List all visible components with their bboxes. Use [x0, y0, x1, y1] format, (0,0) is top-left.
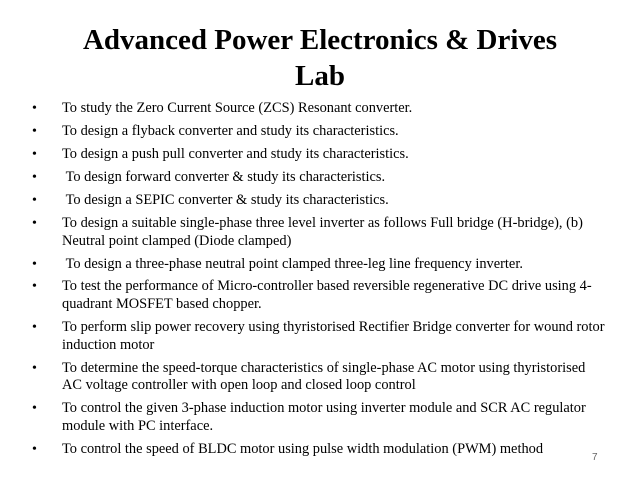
- bullet-icon: •: [32, 192, 37, 208]
- list-item: [30, 319, 605, 354]
- bullet-icon: •: [32, 123, 37, 139]
- list-item-text: To design a suitable single-phase three level inverter as follows Full bridge (H-bridge), (b) Neutral point clamped (Diode clamped): [62, 214, 583, 249]
- list-item: [30, 400, 605, 435]
- list-item: [30, 215, 605, 250]
- bullet-icon: •: [32, 215, 37, 231]
- list-item-text: To design a flyback converter and study its characteristics.: [62, 122, 399, 139]
- bullet-list: [30, 100, 605, 464]
- list-item-text: To control the speed of BLDC motor using pulse width modulation (PWM) method: [62, 440, 544, 457]
- bullet-icon: •: [32, 169, 37, 185]
- bullet-icon: •: [32, 146, 37, 162]
- bullet-icon: •: [32, 320, 37, 336]
- list-item-text: To test the performance of Micro-controller based reversible regenerative DC drive using 4-quadrant MOSFET based chopper.: [62, 278, 592, 313]
- list-item: [30, 278, 605, 313]
- bullet-icon: •: [32, 360, 37, 376]
- bullet-icon: •: [32, 101, 37, 116]
- list-item-text: To study the Zero Current Source (ZCS) Resonant converter.: [62, 100, 413, 116]
- list-item-text: To design a push pull converter and study its characteristics.: [62, 145, 409, 162]
- list-item: [30, 169, 605, 187]
- list-item: [30, 123, 605, 141]
- list-item-text: To determine the speed-torque characteristics of single-phase AC motor using thyristorised AC voltage controller with open loop and closed loop control: [62, 359, 586, 394]
- list-item: [30, 100, 605, 118]
- list-item-text: To design forward converter & study its characteristics.: [62, 168, 386, 185]
- list-item-text: To design a SEPIC converter & study its characteristics.: [62, 191, 389, 208]
- list-item-text: To design a three-phase neutral point clamped three-leg line frequency inverter.: [62, 255, 523, 272]
- list-item-text: To perform slip power recovery using thyristorised Rectifier Bridge converter for wound rotor induction motor: [62, 319, 605, 353]
- bullet-icon: •: [32, 401, 37, 417]
- bullet-icon: •: [32, 279, 37, 295]
- list-item-text: To control the given 3-phase induction motor using inverter module and SCR AC regulator module with PC interface.: [62, 400, 586, 434]
- slide-number: 7: [592, 452, 598, 463]
- list-item: [30, 441, 605, 459]
- bullet-icon: •: [32, 441, 37, 457]
- bullet-icon: •: [32, 256, 37, 272]
- list-item: [30, 360, 605, 395]
- list-item: [30, 192, 605, 210]
- slide-title: [30, 22, 610, 94]
- title-line-2: Lab: [295, 60, 345, 92]
- list-item: [30, 146, 605, 164]
- list-item: [30, 256, 605, 274]
- title-line-1: Advanced Power Electronics & Drives: [82, 24, 558, 56]
